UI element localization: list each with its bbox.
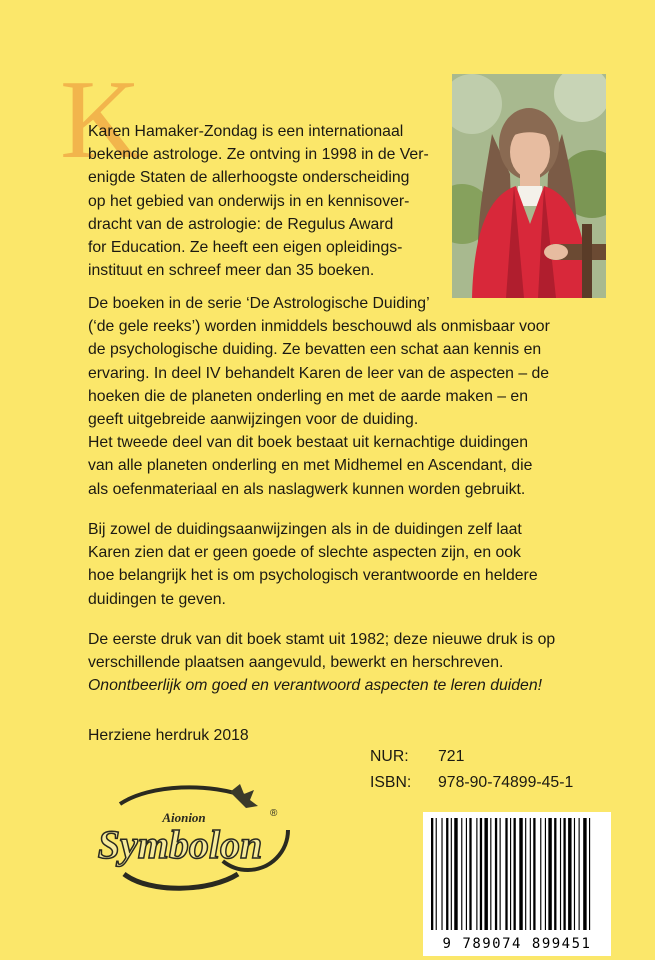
barcode-bar	[461, 818, 462, 930]
author-bio	[88, 120, 448, 282]
barcode-bar	[560, 818, 561, 930]
barcode-bar	[436, 818, 437, 930]
nur-row	[370, 744, 573, 770]
book-description	[88, 292, 608, 501]
barcode-number: 9 789074 899451	[442, 936, 592, 952]
barcode-bar	[476, 818, 477, 930]
barcode-bar	[530, 818, 531, 930]
book-metadata	[370, 744, 573, 796]
barcode-bar	[490, 818, 491, 930]
aspects-paragraph	[88, 518, 608, 611]
barcode-bar	[568, 818, 571, 930]
nur-label: NUR:	[370, 748, 409, 765]
barcode-bar	[533, 818, 535, 930]
tagline: Onontbeerlijk om goed en verantwoord aspecten te leren duiden!	[88, 677, 543, 695]
barcode-bar	[495, 818, 497, 930]
barcode-bar	[431, 818, 433, 930]
description-line: van alle planeten onderling en met Midhemel en Ascendant, die	[88, 457, 533, 475]
barcode-bar	[540, 818, 541, 930]
bio-line: Karen Hamaker-Zondag is een internationaal	[88, 123, 404, 140]
barcode-bar	[579, 818, 580, 930]
aspects-line: hoe belangrijk het is om psychologisch verantwoorde en heldere	[88, 567, 538, 585]
barcode-bar	[563, 818, 565, 930]
edition-line: De eerste druk van dit boek stamt uit 1982; deze nieuwe druk is op	[88, 631, 556, 648]
description-line: Het tweede deel van dit boek bestaat uit kernachtige duidingen	[88, 434, 528, 452]
bio-line: instituut en schreef meer dan 35 boeken.	[88, 262, 375, 280]
isbn-value: 978-90-74899-45-1	[438, 774, 574, 791]
barcode-bar	[505, 818, 507, 930]
barcode-bar	[574, 818, 575, 930]
barcode-bar	[519, 818, 522, 930]
barcode-bar	[548, 818, 551, 930]
isbn-label: ISBN:	[370, 774, 412, 791]
description-line: hoeken die de planeten onderling en met de aarde maken – en	[88, 387, 529, 405]
bio-line: for Education. Ze heeft een eigen opleidings-	[88, 239, 403, 257]
description-line: De boeken in de serie ‘De Astrologische Duiding’	[88, 295, 430, 312]
aspects-line: Bij zowel de duidingsaanwijzingen als in de duidingen zelf laat	[88, 521, 522, 538]
edition-line: verschillende plaatsen aangevuld, bewerkt en herschreven.	[88, 654, 504, 672]
barcode-bar	[545, 818, 546, 930]
nur-value: 721	[438, 748, 465, 765]
aspects-line: duidingen te geven.	[88, 590, 226, 608]
description-line: als oefenmateriaal en als naslagwerk kunnen worden gebruikt.	[88, 480, 526, 498]
aspects-line: Karen zien dat er geen goede of slechte aspecten zijn, en ook	[88, 544, 521, 562]
isbn-barcode	[423, 812, 611, 956]
bio-line: enigde Staten de allerhoogste onderscheiding	[88, 169, 410, 187]
barcode-bar	[484, 818, 487, 930]
barcode-bar	[451, 818, 452, 930]
barcode-bar	[525, 818, 526, 930]
description-line: geeft uitgebreide aanwijzingen voor de duiding.	[88, 411, 419, 429]
barcode-bar	[466, 818, 467, 930]
barcode-bar	[500, 818, 501, 930]
bio-line: dracht van de astrologie: de Regulus Award	[88, 215, 394, 233]
drop-cap-letter: K	[60, 58, 141, 182]
description-line: de psychologische duiding. Ze bevatten een schat aan kennis en	[88, 341, 542, 359]
edition-paragraph	[88, 628, 608, 698]
logo-subtitle: Aionion	[162, 810, 206, 825]
description-line: ervaring. In deel IV behandelt Karen de leer van de aspecten – de	[88, 364, 550, 382]
edition-note: Herziene herdruk 2018	[88, 727, 249, 744]
barcode-bar	[583, 818, 586, 930]
barcode-bar	[589, 818, 590, 930]
barcode-bar	[454, 818, 457, 930]
description-line: (‘de gele reeks’) worden inmiddels beschouwd als onmisbaar voor	[88, 318, 550, 336]
publisher-logo	[80, 778, 290, 898]
bio-line: op het gebied van onderwijs in en kennisover-	[88, 192, 410, 210]
barcode-bar	[514, 818, 516, 930]
barcode-bar	[554, 818, 556, 930]
barcode-bar	[510, 818, 511, 930]
author-photo	[452, 74, 606, 298]
barcode-bar	[469, 818, 471, 930]
barcode-bars	[423, 812, 611, 936]
barcode-bar	[480, 818, 482, 930]
registered-mark: ®	[270, 808, 278, 819]
logo-title: Symbolon	[97, 822, 263, 867]
bio-line: bekende astrologe. Ze ontving in 1998 in de Ver-	[88, 146, 429, 164]
barcode-bar	[441, 818, 442, 930]
isbn-row	[370, 770, 573, 796]
barcode-bar	[446, 818, 448, 930]
